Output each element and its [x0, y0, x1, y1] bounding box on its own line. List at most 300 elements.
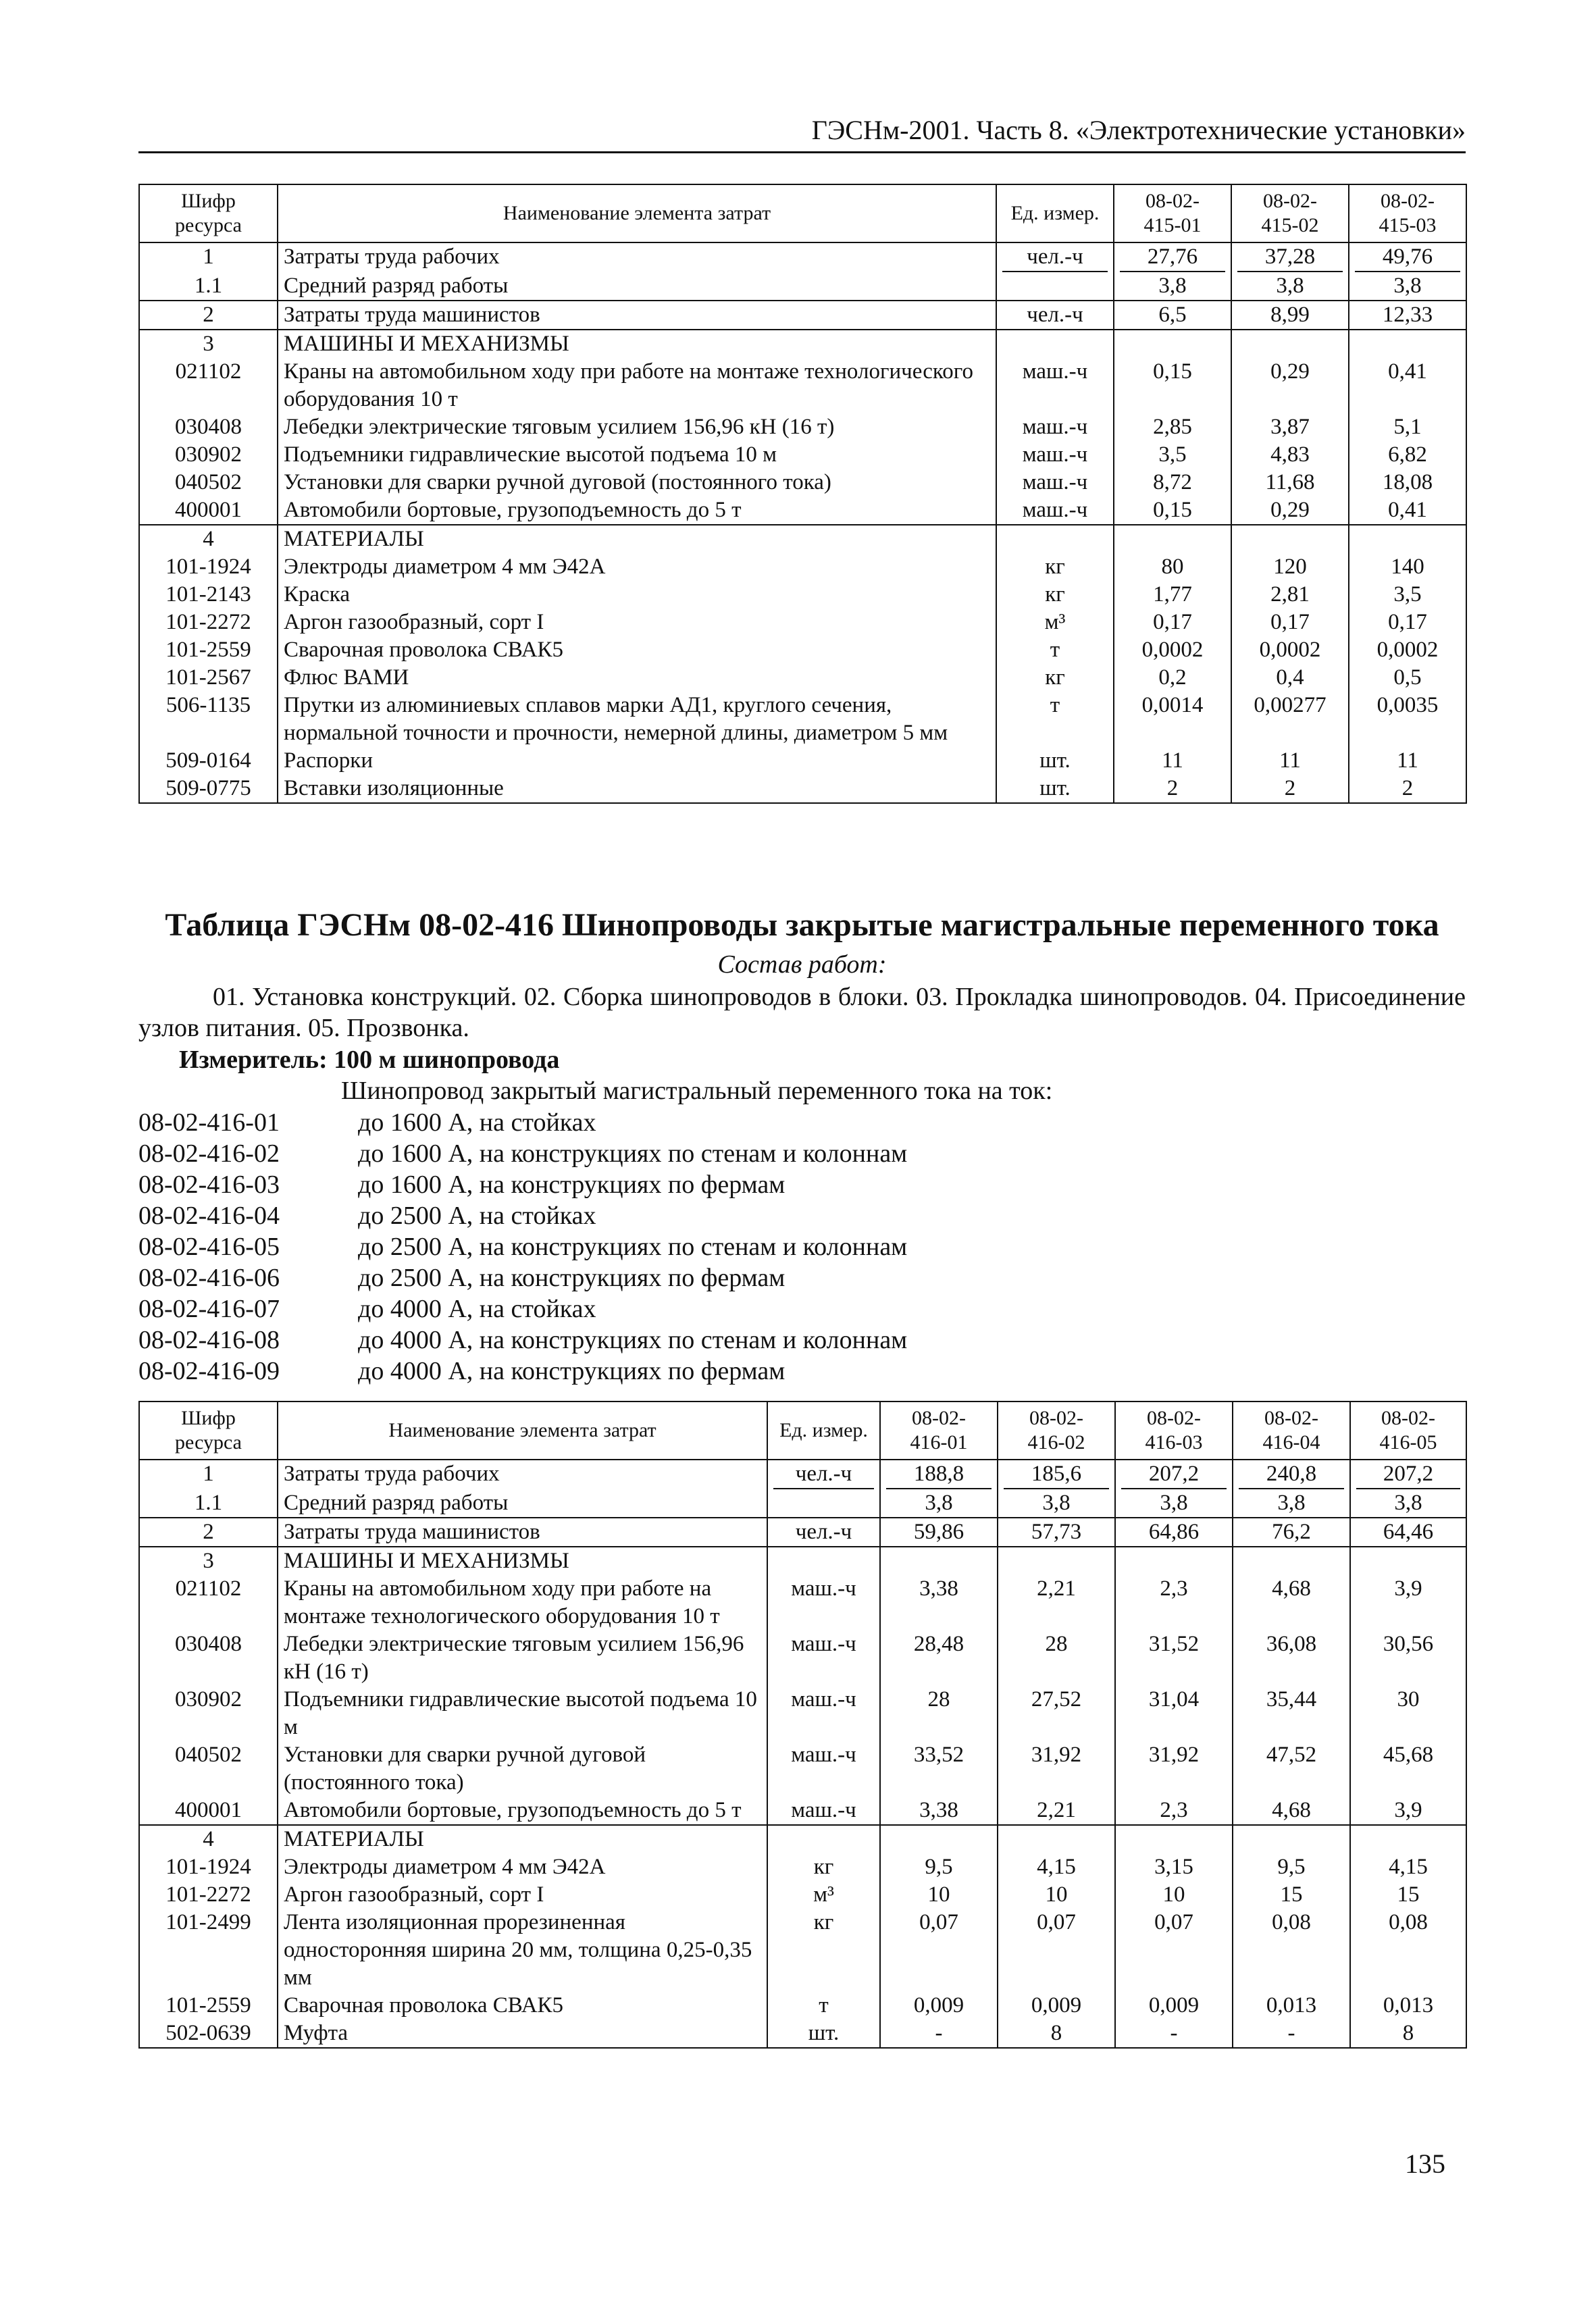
cost-element-name-cell: МАШИНЫ И МЕХАНИЗМЫ: [278, 330, 996, 358]
resource-code-cell: 101-2499: [139, 1909, 278, 1992]
norm-value-cell: 0,00277: [1231, 692, 1349, 747]
table-row: [139, 358, 1466, 413]
variant-description: до 1600 А, на стойках: [358, 1108, 596, 1137]
norm-value-cell: 15: [1350, 1881, 1466, 1909]
norm-value-cell: 3,38: [880, 1797, 998, 1825]
norm-value: 188,8: [886, 1460, 992, 1489]
norm-value-cell: 3,38: [880, 1575, 998, 1630]
norm-value-cell: 140: [1349, 553, 1466, 581]
norm-value-cell: 4,15: [998, 1853, 1115, 1881]
variant-item: [138, 1200, 1466, 1231]
norm-value-cell: 0,41: [1349, 358, 1466, 413]
resource-code-cell: 101-1924: [139, 553, 278, 581]
table-row: [139, 469, 1466, 496]
norm-value-cell: 9,5: [1233, 1853, 1350, 1881]
unit-cell: т: [996, 692, 1114, 747]
variant-description: до 2500 А, на стойках: [358, 1202, 596, 1230]
resource-code-cell: 4: [139, 525, 278, 553]
cost-element-name-cell: Подъемники гидравлические высотой подъема 10 м: [278, 441, 996, 469]
unit-cell: [767, 1825, 880, 1853]
table-row: [139, 1881, 1466, 1909]
norm-value-cell: [880, 1460, 998, 1489]
unit-cell: [767, 1489, 880, 1518]
table-row: [139, 2020, 1466, 2048]
cost-element-name-cell: Флюс ВАМИ: [278, 664, 996, 692]
table-row: [139, 1575, 1466, 1630]
norm-value-cell: [1115, 1547, 1233, 1575]
unit-cell: т: [767, 1992, 880, 2020]
norm-value-cell: 10: [998, 1881, 1115, 1909]
norm-value-cell: 2,21: [998, 1575, 1115, 1630]
unit-cell: кг: [996, 553, 1114, 581]
cost-element-name-cell: Затраты труда рабочих: [278, 242, 996, 272]
norm-value-cell: 2: [1231, 775, 1349, 803]
cost-element-name-cell: Установки для сварки ручной дуговой (постоянного тока): [278, 469, 996, 496]
variant-item: [138, 1262, 1466, 1293]
unit-value: чел.-ч: [1002, 243, 1108, 272]
resource-code-cell: 101-2567: [139, 664, 278, 692]
norm-value-cell: 11: [1231, 747, 1349, 775]
resource-code-cell: 101-2272: [139, 609, 278, 636]
norm-header: 08-02- 415-02: [1231, 184, 1349, 242]
norm-value-cell: [1349, 330, 1466, 358]
cost-element-name-cell: Лента изоляционная прорезиненная односторонняя ширина 20 мм, толщина 0,25-0,35 мм: [278, 1909, 767, 1992]
variant-code: 08-02-416-08: [138, 1326, 280, 1354]
code-header: Шифр ресурса: [139, 184, 278, 242]
norm-value-cell: [1114, 525, 1231, 553]
resource-code-cell: 101-2143: [139, 581, 278, 609]
norm-value-cell: 2: [1349, 775, 1466, 803]
unit-cell: маш.-ч: [996, 469, 1114, 496]
resource-code-cell: 040502: [139, 469, 278, 496]
resource-code-cell: 502-0639: [139, 2020, 278, 2048]
unit-cell: маш.-ч: [767, 1630, 880, 1686]
norm-value-cell: 3,9: [1350, 1575, 1466, 1630]
norm-header: 08-02- 416-01: [880, 1402, 998, 1460]
norm-value-cell: 8: [1350, 2020, 1466, 2048]
table-row: [139, 1547, 1466, 1575]
norm-value-cell: [1349, 242, 1466, 272]
norm-value-cell: [1115, 1460, 1233, 1489]
norm-value-cell: 0,41: [1349, 496, 1466, 525]
norm-value: 27,76: [1120, 243, 1225, 272]
norm-value-cell: 0,0002: [1349, 636, 1466, 664]
unit-cell: маш.-ч: [996, 441, 1114, 469]
norm-value-cell: 0,4: [1231, 664, 1349, 692]
table-header-row: [139, 1402, 1466, 1460]
cost-element-name-cell: Электроды диаметром 4 мм Э42А: [278, 553, 996, 581]
table-body: [139, 242, 1466, 803]
variant-code: 08-02-416-06: [138, 1264, 280, 1292]
variant-description: до 2500 А, на конструкциях по фермам: [358, 1264, 786, 1292]
norm-value-cell: 10: [1115, 1881, 1233, 1909]
norm-value-cell: 0,07: [880, 1909, 998, 1992]
table-title: Таблица ГЭСНм 08-02-416 Шинопроводы закрытые магистральные переменного тока: [165, 907, 1439, 943]
norm-value-cell: [1231, 242, 1349, 272]
norm-value-cell: 18,08: [1349, 469, 1466, 496]
table-row: [139, 1489, 1466, 1518]
norm-value-cell: 8,72: [1114, 469, 1231, 496]
variant-description: до 1600 А, на конструкциях по стенам и колоннам: [358, 1139, 908, 1168]
norm-value-cell: 64,46: [1350, 1518, 1466, 1547]
table-row: [139, 664, 1466, 692]
cost-element-name-cell: Лебедки электрические тяговым усилием 156,96 кН (16 т): [278, 1630, 767, 1686]
norm-value-cell: 31,92: [1115, 1741, 1233, 1797]
measure-unit: Измеритель: 100 м шинопровода: [179, 1046, 560, 1074]
cost-element-name-cell: Подъемники гидравлические высотой подъема 10 м: [278, 1686, 767, 1741]
variant-description: до 2500 А, на конструкциях по стенам и колоннам: [358, 1233, 908, 1261]
norm-value-cell: 11: [1349, 747, 1466, 775]
norm-value-cell: [880, 1547, 998, 1575]
unit-cell: [996, 330, 1114, 358]
norm-value-cell: -: [1115, 2020, 1233, 2048]
norm-value-cell: [1231, 330, 1349, 358]
variant-item: [138, 1231, 1466, 1262]
table-row: [139, 1909, 1466, 1992]
resource-code-cell: 030408: [139, 1630, 278, 1686]
resource-code-cell: 021102: [139, 1575, 278, 1630]
table-row: [139, 1992, 1466, 2020]
variant-item: [138, 1138, 1466, 1169]
variant-code: 08-02-416-05: [138, 1233, 280, 1261]
norm-value-cell: 11,68: [1231, 469, 1349, 496]
norm-value-cell: 28,48: [880, 1630, 998, 1686]
norm-value-cell: 0,0035: [1349, 692, 1466, 747]
cost-element-name-cell: МАШИНЫ И МЕХАНИЗМЫ: [278, 1547, 767, 1575]
unit-cell: чел.-ч: [996, 301, 1114, 330]
norm-value-cell: [998, 1825, 1115, 1853]
table-row: [139, 581, 1466, 609]
table-row: [139, 413, 1466, 441]
norm-value-cell: [1231, 525, 1349, 553]
norm-header: 08-02- 416-05: [1350, 1402, 1466, 1460]
norm-value-cell: 30: [1350, 1686, 1466, 1741]
norm-value-cell: 3,8: [1233, 1489, 1350, 1518]
resource-code-cell: 4: [139, 1825, 278, 1853]
resource-code-cell: 1: [139, 242, 278, 272]
norm-value-cell: [1114, 242, 1231, 272]
resource-code-cell: 3: [139, 1547, 278, 1575]
norm-value-cell: 28: [998, 1630, 1115, 1686]
norm-value-cell: 0,07: [998, 1909, 1115, 1992]
table-row: [139, 272, 1466, 301]
variant-item: [138, 1325, 1466, 1356]
norm-value-cell: 0,15: [1114, 496, 1231, 525]
norm-value-cell: 4,68: [1233, 1575, 1350, 1630]
norm-value-cell: 3,15: [1115, 1853, 1233, 1881]
resource-code-cell: 101-2559: [139, 1992, 278, 2020]
table-row: [139, 330, 1466, 358]
table-row: [139, 1518, 1466, 1547]
norm-value-cell: 3,8: [998, 1489, 1115, 1518]
table-row: [139, 1630, 1466, 1686]
norm-value-cell: [1350, 1460, 1466, 1489]
unit-cell: [767, 1460, 880, 1489]
running-header: ГЭСНм-2001. Часть 8. «Электротехнические установки»: [138, 113, 1466, 153]
norm-value-cell: 59,86: [880, 1518, 998, 1547]
variants-intro: Шинопровод закрытый магистральный переменного тока на ток:: [341, 1077, 1053, 1105]
norm-value-cell: 57,73: [998, 1518, 1115, 1547]
variant-code: 08-02-416-04: [138, 1202, 280, 1230]
norm-value-cell: 47,52: [1233, 1741, 1350, 1797]
resource-code-cell: 1: [139, 1460, 278, 1489]
unit-header: Ед. измер.: [996, 184, 1114, 242]
cost-element-name-cell: Краска: [278, 581, 996, 609]
norm-value-cell: 3,5: [1114, 441, 1231, 469]
resource-code-cell: 021102: [139, 358, 278, 413]
norm-value-cell: 28: [880, 1686, 998, 1741]
cost-element-name-cell: Затраты труда машинистов: [278, 1518, 767, 1547]
unit-value: чел.-ч: [773, 1460, 874, 1489]
norm-value-cell: 0,17: [1114, 609, 1231, 636]
unit-cell: м³: [767, 1881, 880, 1909]
norm-value-cell: 6,5: [1114, 301, 1231, 330]
cost-element-name-cell: МАТЕРИАЛЫ: [278, 525, 996, 553]
variant-description: до 4000 А, на конструкциях по фермам: [358, 1357, 786, 1385]
norm-value-cell: 45,68: [1350, 1741, 1466, 1797]
works-description: 01. Установка конструкций. 02. Сборка шинопроводов в блоки. 03. Прокладка шинопроводов. 04. Присоединение узлов питания. 05. Прозвонка.: [138, 983, 1466, 1042]
unit-cell: кг: [767, 1853, 880, 1881]
resource-code-cell: 101-2272: [139, 1881, 278, 1909]
cost-element-name-cell: Электроды диаметром 4 мм Э42А: [278, 1853, 767, 1881]
norm-value-cell: 0,15: [1114, 358, 1231, 413]
table-body: [139, 1460, 1466, 2048]
norm-value: 49,76: [1355, 243, 1460, 272]
table-row: [139, 775, 1466, 803]
unit-cell: шт.: [996, 775, 1114, 803]
norm-value-cell: 2: [1114, 775, 1231, 803]
resource-table-416: [138, 1401, 1467, 2049]
unit-cell: маш.-ч: [996, 413, 1114, 441]
norm-value-cell: 76,2: [1233, 1518, 1350, 1547]
variant-code: 08-02-416-02: [138, 1139, 280, 1168]
norm-value-cell: 8,99: [1231, 301, 1349, 330]
unit-cell: маш.-ч: [767, 1575, 880, 1630]
norm-value-cell: 3,9: [1350, 1797, 1466, 1825]
unit-cell: т: [996, 636, 1114, 664]
norm-value-cell: 0,07: [1115, 1909, 1233, 1992]
norm-value-cell: 4,83: [1231, 441, 1349, 469]
norm-value-cell: 30,56: [1350, 1630, 1466, 1686]
norm-value-cell: 2,21: [998, 1797, 1115, 1825]
cost-element-name-cell: Краны на автомобильном ходу при работе на монтаже технологического оборудования 10 т: [278, 358, 996, 413]
norm-value-cell: 31,92: [998, 1741, 1115, 1797]
variant-description: до 4000 А, на конструкциях по стенам и колоннам: [358, 1326, 908, 1354]
norm-value-cell: 0,009: [998, 1992, 1115, 2020]
norm-value-cell: 80: [1114, 553, 1231, 581]
resource-code-cell: 2: [139, 301, 278, 330]
table-row: [139, 1686, 1466, 1741]
variants-list: [138, 1107, 1466, 1387]
norm-value-cell: 6,82: [1349, 441, 1466, 469]
norm-value-cell: 0,0014: [1114, 692, 1231, 747]
norm-value-cell: 8: [998, 2020, 1115, 2048]
table-row: [139, 636, 1466, 664]
cost-element-name-cell: Сварочная проволока СВАК5: [278, 1992, 767, 2020]
norm-value-cell: 120: [1231, 553, 1349, 581]
norm-value: 207,2: [1121, 1460, 1227, 1489]
norm-value-cell: [998, 1460, 1115, 1489]
cost-element-name-cell: Прутки из алюминиевых сплавов марки АД1, круглого сечения, нормальной точности и прочности, немерной длины, диаметром 5 мм: [278, 692, 996, 747]
variant-item: [138, 1293, 1466, 1325]
resource-code-cell: 506-1135: [139, 692, 278, 747]
unit-cell: [996, 525, 1114, 553]
norm-value-cell: 3,8: [1114, 272, 1231, 301]
resource-code-cell: 2: [139, 1518, 278, 1547]
cost-element-name-cell: Аргон газообразный, сорт I: [278, 609, 996, 636]
norm-header: 08-02- 415-01: [1114, 184, 1231, 242]
table-row: [139, 441, 1466, 469]
norm-value-cell: 35,44: [1233, 1686, 1350, 1741]
norm-value-cell: 3,5: [1349, 581, 1466, 609]
unit-cell: кг: [767, 1909, 880, 1992]
norm-value: 207,2: [1356, 1460, 1460, 1489]
cost-element-name-cell: МАТЕРИАЛЫ: [278, 1825, 767, 1853]
table-row: [139, 1853, 1466, 1881]
cost-element-name-cell: Лебедки электрические тяговым усилием 156,96 кН (16 т): [278, 413, 996, 441]
cost-element-name-cell: Установки для сварки ручной дуговой (постоянного тока): [278, 1741, 767, 1797]
unit-cell: маш.-ч: [767, 1686, 880, 1741]
resource-code-cell: 101-1924: [139, 1853, 278, 1881]
norm-value-cell: 0,29: [1231, 496, 1349, 525]
norm-value-cell: 0,08: [1233, 1909, 1350, 1992]
resource-code-cell: 509-0164: [139, 747, 278, 775]
norm-value-cell: 27,52: [998, 1686, 1115, 1741]
norm-value-cell: 33,52: [880, 1741, 998, 1797]
norm-value-cell: 9,5: [880, 1853, 998, 1881]
variant-item: [138, 1107, 1466, 1138]
unit-cell: [996, 272, 1114, 301]
norm-value-cell: 0,29: [1231, 358, 1349, 413]
unit-cell: маш.-ч: [767, 1797, 880, 1825]
variant-description: до 4000 А, на стойках: [358, 1295, 596, 1323]
table-row: [139, 553, 1466, 581]
cost-element-name-cell: Средний разряд работы: [278, 272, 996, 301]
norm-value-cell: 4,68: [1233, 1797, 1350, 1825]
resource-code-cell: 040502: [139, 1741, 278, 1797]
unit-header: Ед. измер.: [767, 1402, 880, 1460]
unit-cell: м³: [996, 609, 1114, 636]
cost-element-name-cell: Автомобили бортовые, грузоподъемность до 5 т: [278, 496, 996, 525]
norm-value-cell: 1,77: [1114, 581, 1231, 609]
norm-value-cell: [1350, 1825, 1466, 1853]
unit-cell: шт.: [767, 2020, 880, 2048]
norm-value-cell: [1115, 1825, 1233, 1853]
norm-value-cell: 0,009: [880, 1992, 998, 2020]
table-row: [139, 242, 1466, 272]
works-heading: Состав работ:: [717, 950, 887, 979]
norm-value-cell: 3,8: [1231, 272, 1349, 301]
norm-value-cell: -: [1233, 2020, 1350, 2048]
table-header-row: [139, 184, 1466, 242]
norm-value-cell: 31,52: [1115, 1630, 1233, 1686]
table-row: [139, 525, 1466, 553]
norm-value-cell: 3,8: [1115, 1489, 1233, 1518]
norm-value-cell: [1349, 525, 1466, 553]
name-header: Наименование элемента затрат: [278, 184, 996, 242]
norm-value-cell: 2,81: [1231, 581, 1349, 609]
variant-description: до 1600 А, на конструкциях по фермам: [358, 1171, 786, 1199]
norm-value-cell: [998, 1547, 1115, 1575]
variant-code: 08-02-416-01: [138, 1108, 280, 1137]
resource-code-cell: 1.1: [139, 272, 278, 301]
norm-value-cell: 4,15: [1350, 1853, 1466, 1881]
unit-cell: маш.-ч: [996, 496, 1114, 525]
norm-value-cell: 0,2: [1114, 664, 1231, 692]
cost-element-name-cell: Автомобили бортовые, грузоподъемность до 5 т: [278, 1797, 767, 1825]
norm-header: 08-02- 416-02: [998, 1402, 1115, 1460]
norm-header: 08-02- 415-03: [1349, 184, 1466, 242]
norm-header: 08-02- 416-03: [1115, 1402, 1233, 1460]
cost-element-name-cell: Вставки изоляционные: [278, 775, 996, 803]
norm-value-cell: 11: [1114, 747, 1231, 775]
cost-element-name-cell: Затраты труда машинистов: [278, 301, 996, 330]
cost-element-name-cell: Краны на автомобильном ходу при работе на монтаже технологического оборудования 10 т: [278, 1575, 767, 1630]
norm-value: 240,8: [1239, 1460, 1344, 1489]
norm-value-cell: 5,1: [1349, 413, 1466, 441]
table-row: [139, 692, 1466, 747]
resource-code-cell: 400001: [139, 496, 278, 525]
table-row: [139, 496, 1466, 525]
norm-value-cell: 31,04: [1115, 1686, 1233, 1741]
unit-cell: маш.-ч: [996, 358, 1114, 413]
norm-value-cell: 0,5: [1349, 664, 1466, 692]
table-row: [139, 747, 1466, 775]
code-header: Шифр ресурса: [139, 1402, 278, 1460]
norm-value-cell: -: [880, 2020, 998, 2048]
variant-code: 08-02-416-09: [138, 1357, 280, 1385]
resource-table-415: [138, 184, 1467, 804]
unit-cell: [996, 242, 1114, 272]
resource-code-cell: 3: [139, 330, 278, 358]
norm-value-cell: 0,0002: [1114, 636, 1231, 664]
resource-code-cell: 1.1: [139, 1489, 278, 1518]
unit-cell: [767, 1547, 880, 1575]
norm-value-cell: [1233, 1547, 1350, 1575]
norm-value-cell: 3,8: [1349, 272, 1466, 301]
unit-cell: кг: [996, 581, 1114, 609]
norm-value-cell: 0,08: [1350, 1909, 1466, 1992]
resource-code-cell: 400001: [139, 1797, 278, 1825]
variant-item: [138, 1356, 1466, 1387]
norm-value-cell: 2,85: [1114, 413, 1231, 441]
norm-value-cell: 12,33: [1349, 301, 1466, 330]
norm-value-cell: 0,17: [1349, 609, 1466, 636]
cost-element-name-cell: Аргон газообразный, сорт I: [278, 1881, 767, 1909]
norm-header: 08-02- 416-04: [1233, 1402, 1350, 1460]
norm-value-cell: [1114, 330, 1231, 358]
unit-cell: чел.-ч: [767, 1518, 880, 1547]
norm-value-cell: 36,08: [1233, 1630, 1350, 1686]
norm-value-cell: 0,013: [1233, 1992, 1350, 2020]
variant-code: 08-02-416-07: [138, 1295, 280, 1323]
table-row: [139, 609, 1466, 636]
cost-element-name-cell: Затраты труда рабочих: [278, 1460, 767, 1489]
norm-value-cell: 64,86: [1115, 1518, 1233, 1547]
norm-value-cell: 10: [880, 1881, 998, 1909]
variant-code: 08-02-416-03: [138, 1171, 280, 1199]
cost-element-name-cell: Муфта: [278, 2020, 767, 2048]
table-row: [139, 1797, 1466, 1825]
cost-element-name-cell: Распорки: [278, 747, 996, 775]
norm-value-cell: 0,009: [1115, 1992, 1233, 2020]
name-header: Наименование элемента затрат: [278, 1402, 767, 1460]
variant-item: [138, 1169, 1466, 1200]
cost-element-name-cell: Сварочная проволока СВАК5: [278, 636, 996, 664]
norm-value: 37,28: [1237, 243, 1343, 272]
norm-value-cell: 3,8: [880, 1489, 998, 1518]
norm-value-cell: 0,0002: [1231, 636, 1349, 664]
